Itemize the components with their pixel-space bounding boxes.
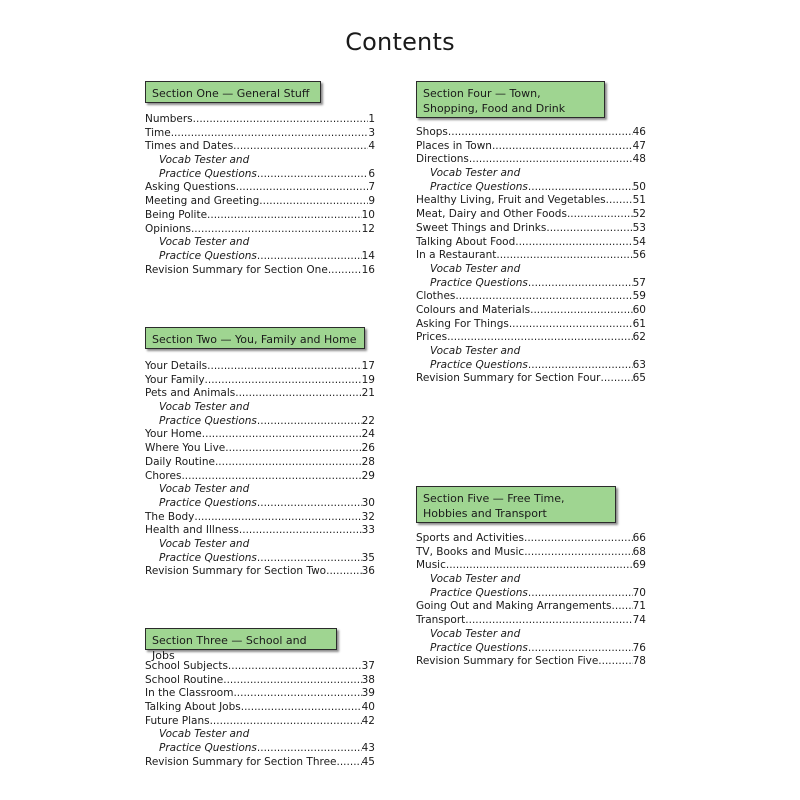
toc-entry xyxy=(145,470,375,484)
dot-leader xyxy=(228,660,362,674)
page-number: 47 xyxy=(632,139,646,152)
dot-leader xyxy=(193,113,369,127)
entry-title: Your Details xyxy=(145,360,208,372)
page-number: 57 xyxy=(632,276,646,289)
dot-leader xyxy=(530,304,633,318)
dot-leader xyxy=(194,511,361,525)
page-number: 45 xyxy=(361,755,375,768)
toc-entry xyxy=(416,546,646,560)
dot-leader xyxy=(337,756,362,770)
dot-leader xyxy=(598,655,632,669)
dot-leader xyxy=(528,359,633,373)
entry-title: Talking About Jobs xyxy=(145,701,241,714)
toc-entry xyxy=(416,194,646,208)
toc-subentry xyxy=(416,263,646,277)
dot-leader xyxy=(241,701,362,715)
page-number: 53 xyxy=(632,221,646,234)
page-number: 3 xyxy=(368,126,375,139)
dot-leader xyxy=(236,181,369,195)
dot-leader xyxy=(328,264,362,278)
entry-title: Vocab Tester and xyxy=(159,154,250,167)
entry-title: Practice Questions xyxy=(159,742,257,755)
toc-entry xyxy=(145,715,375,729)
dot-leader xyxy=(528,642,633,656)
page-title: Contents xyxy=(345,28,455,56)
page-number: 76 xyxy=(632,641,646,654)
page-number: 29 xyxy=(361,469,375,482)
page-number: 50 xyxy=(632,180,646,193)
entry-title: Going Out and Making Arrangements xyxy=(416,600,612,613)
page-number: 35 xyxy=(361,551,375,564)
entry-title: Asking Questions xyxy=(145,181,236,194)
entry-title: Revision Summary for Section Five xyxy=(416,655,599,668)
toc-subentry xyxy=(416,345,646,359)
page-number: 36 xyxy=(361,565,375,578)
page-number: 24 xyxy=(361,428,375,441)
entry-title: Your Home xyxy=(145,428,202,441)
entry-title: Times and Dates xyxy=(145,140,234,153)
entry-title: Shops xyxy=(416,126,448,138)
page-number: 56 xyxy=(632,249,646,262)
toc-subentry xyxy=(145,483,375,497)
dot-leader xyxy=(448,126,633,140)
dot-leader xyxy=(528,587,633,601)
entry-title: Places in Town xyxy=(416,139,492,152)
entry-title: Vocab Tester and xyxy=(430,345,521,357)
toc-entry xyxy=(145,140,375,154)
entry-title: Sweet Things and Drinks xyxy=(416,221,547,234)
entry-title: Revision Summary for Section One xyxy=(145,263,328,276)
entry-title: Vocab Tester and xyxy=(159,236,250,249)
entry-title: Vocab Tester and xyxy=(159,483,250,496)
page-number: 68 xyxy=(632,545,646,558)
dot-leader xyxy=(492,140,633,154)
entry-title: Clothes xyxy=(416,290,456,303)
page-number: 71 xyxy=(632,600,646,613)
toc-subentry xyxy=(416,359,646,373)
toc-entry xyxy=(145,181,375,195)
toc-entry xyxy=(145,209,375,223)
dot-leader xyxy=(326,565,362,579)
page-number: 42 xyxy=(361,714,375,727)
toc-entry xyxy=(145,195,375,209)
toc-entry xyxy=(145,428,375,442)
section-one-header: Section One — General Stuff xyxy=(145,81,321,103)
page-number: 26 xyxy=(361,442,375,455)
toc-subentry xyxy=(145,168,375,182)
section-two-entries xyxy=(145,360,375,579)
toc-entry xyxy=(145,442,375,456)
entry-title: Vocab Tester and xyxy=(159,728,250,741)
page-number: 60 xyxy=(632,303,646,316)
entry-title: Practice Questions xyxy=(159,167,257,180)
dot-leader xyxy=(233,687,361,701)
entry-title: Daily Routine xyxy=(145,455,215,468)
dot-leader xyxy=(257,552,362,566)
dot-leader xyxy=(257,415,362,429)
toc-entry xyxy=(416,249,646,263)
section-four xyxy=(416,81,646,386)
page-number: 63 xyxy=(632,358,646,371)
toc-entry xyxy=(145,756,375,770)
page-number: 12 xyxy=(361,222,375,235)
entry-title: Revision Summary for Section Four xyxy=(416,372,601,385)
dot-leader xyxy=(210,715,362,729)
entry-title: Your Family xyxy=(145,373,205,386)
entry-title: Vocab Tester and xyxy=(159,537,250,550)
entry-title: Prices xyxy=(416,331,448,344)
page-number: 40 xyxy=(361,701,375,714)
entry-title: Colours and Materials xyxy=(416,303,531,316)
entry-title: Healthy Living, Fruit and Vegetables xyxy=(416,194,606,207)
toc-entry xyxy=(416,290,646,304)
entry-title: In a Restaurant xyxy=(416,249,497,262)
dot-leader xyxy=(546,222,632,236)
page-number: 65 xyxy=(632,372,646,385)
section-three xyxy=(145,628,375,770)
toc-subentry xyxy=(416,628,646,642)
page-number: 69 xyxy=(632,559,646,572)
toc-entry xyxy=(145,660,375,674)
toc-subentry xyxy=(145,497,375,511)
dot-leader xyxy=(259,195,368,209)
toc-entry xyxy=(416,372,646,386)
page-number: 7 xyxy=(368,181,375,194)
entry-title: Practice Questions xyxy=(159,551,257,564)
toc-entry xyxy=(416,140,646,154)
toc-subentry xyxy=(416,642,646,656)
dot-leader xyxy=(496,249,632,263)
section-two-header: Section Two — You, Family and Home xyxy=(145,327,365,349)
page-number: 16 xyxy=(361,263,375,276)
toc-subentry xyxy=(416,587,646,601)
toc-subentry xyxy=(145,552,375,566)
dot-leader xyxy=(524,546,632,560)
toc-subentry xyxy=(145,538,375,552)
toc-entry xyxy=(145,565,375,579)
dot-leader xyxy=(223,674,361,688)
toc-subentry xyxy=(145,728,375,742)
dot-leader xyxy=(239,524,362,538)
page-number: 9 xyxy=(368,195,375,208)
dot-leader xyxy=(612,600,633,614)
entry-title: The Body xyxy=(145,510,195,523)
dot-leader xyxy=(455,290,632,304)
entry-title: School Subjects xyxy=(145,660,228,672)
dot-leader xyxy=(207,209,362,223)
entry-title: In the Classroom xyxy=(145,687,234,700)
toc-entry xyxy=(416,153,646,167)
dot-leader xyxy=(447,331,633,345)
dot-leader xyxy=(606,194,633,208)
dot-leader xyxy=(202,428,362,442)
entry-title: Future Plans xyxy=(145,714,210,727)
page-number: 28 xyxy=(361,455,375,468)
dot-leader xyxy=(257,168,368,182)
toc-entry xyxy=(145,127,375,141)
page-number: 4 xyxy=(368,140,375,153)
toc-entry xyxy=(145,113,375,127)
entry-title: Meat, Dairy and Other Foods xyxy=(416,208,567,221)
page-number: 38 xyxy=(361,673,375,686)
entry-title: Vocab Tester and xyxy=(430,573,521,586)
dot-leader xyxy=(257,742,362,756)
entry-title: Practice Questions xyxy=(430,586,528,599)
toc-entry xyxy=(416,222,646,236)
entry-title: Numbers xyxy=(145,113,193,125)
entry-title: Vocab Tester and xyxy=(159,401,250,414)
toc-subentry xyxy=(416,181,646,195)
dot-leader xyxy=(207,360,361,374)
toc-entry xyxy=(145,456,375,470)
page-number: 33 xyxy=(361,524,375,537)
page-number: 37 xyxy=(361,660,375,672)
dot-leader xyxy=(465,614,632,628)
toc-subentry xyxy=(145,401,375,415)
entry-title: Music xyxy=(416,559,446,572)
page-number: 62 xyxy=(632,331,646,344)
page-number: 54 xyxy=(632,235,646,248)
page-number: 6 xyxy=(368,167,375,180)
toc-entry xyxy=(145,223,375,237)
page-number: 51 xyxy=(632,194,646,207)
entry-title: Revision Summary for Section Two xyxy=(145,565,327,578)
section-five-entries xyxy=(416,532,646,669)
toc-entry xyxy=(416,655,646,669)
entry-title: Opinions xyxy=(145,222,191,235)
entry-title: Pets and Animals xyxy=(145,387,236,400)
page-number: 78 xyxy=(632,655,646,668)
toc-entry xyxy=(145,701,375,715)
entry-title: Practice Questions xyxy=(159,496,257,509)
dot-leader xyxy=(257,250,362,264)
entry-title: Transport xyxy=(416,614,466,627)
entry-title: Practice Questions xyxy=(430,358,528,371)
entry-title: Directions xyxy=(416,153,469,166)
entry-title: Practice Questions xyxy=(159,249,257,262)
dot-leader xyxy=(205,374,362,388)
toc-subentry xyxy=(145,236,375,250)
entry-title: TV, Books and Music xyxy=(416,545,525,558)
page-number: 61 xyxy=(632,317,646,330)
dot-leader xyxy=(524,532,633,546)
section-five xyxy=(416,486,646,669)
toc-entry xyxy=(416,208,646,222)
toc-entry xyxy=(416,304,646,318)
toc-entry xyxy=(145,511,375,525)
page-number: 21 xyxy=(361,387,375,400)
entry-title: Sports and Activities xyxy=(416,532,524,544)
toc-subentry xyxy=(145,250,375,264)
toc-entry xyxy=(416,614,646,628)
dot-leader xyxy=(235,387,361,401)
dot-leader xyxy=(600,372,632,386)
entry-title: Practice Questions xyxy=(430,641,528,654)
toc-entry xyxy=(145,360,375,374)
page-number: 30 xyxy=(361,496,375,509)
dot-leader xyxy=(528,277,633,291)
entry-title: Practice Questions xyxy=(159,414,257,427)
dot-leader xyxy=(528,181,633,195)
entry-title: School Routine xyxy=(145,673,224,686)
dot-leader xyxy=(257,497,362,511)
dot-leader xyxy=(171,127,369,141)
toc-entry xyxy=(416,236,646,250)
section-four-entries xyxy=(416,126,646,386)
toc-entry xyxy=(145,687,375,701)
entry-title: Time xyxy=(145,126,171,139)
toc-subentry xyxy=(145,154,375,168)
entry-title: Practice Questions xyxy=(430,180,528,193)
toc-entry xyxy=(145,374,375,388)
toc-entry xyxy=(416,126,646,140)
entry-title: Being Polite xyxy=(145,208,208,221)
entry-title: Where You Live xyxy=(145,442,226,455)
dot-leader xyxy=(509,318,633,332)
page-number: 10 xyxy=(361,208,375,221)
section-five-header: Section Five — Free Time, Hobbies and Transport xyxy=(416,486,616,523)
section-one-entries xyxy=(145,113,375,277)
page-number: 19 xyxy=(361,373,375,386)
dot-leader xyxy=(567,208,633,222)
toc-entry xyxy=(145,524,375,538)
toc-entry xyxy=(145,387,375,401)
toc-entry xyxy=(416,600,646,614)
entry-title: Practice Questions xyxy=(430,276,528,289)
entry-title: Vocab Tester and xyxy=(430,167,521,180)
entry-title: Vocab Tester and xyxy=(430,262,521,275)
page-number: 22 xyxy=(361,414,375,427)
toc-entry xyxy=(145,674,375,688)
page-number: 39 xyxy=(361,687,375,700)
page-number: 52 xyxy=(632,208,646,221)
page-number: 43 xyxy=(361,742,375,755)
page-number: 66 xyxy=(632,532,646,544)
page-number: 46 xyxy=(632,126,646,138)
dot-leader xyxy=(446,559,633,573)
page-number: 1 xyxy=(368,113,375,125)
dot-leader xyxy=(469,153,633,167)
entry-title: Health and Illness xyxy=(145,524,239,537)
toc-entry xyxy=(416,559,646,573)
page-number: 70 xyxy=(632,586,646,599)
toc-subentry xyxy=(145,742,375,756)
page-number: 48 xyxy=(632,153,646,166)
entry-title: Vocab Tester and xyxy=(430,627,521,640)
section-three-header: Section Three — School and Jobs xyxy=(145,628,337,650)
toc-subentry xyxy=(416,167,646,181)
toc-entry xyxy=(416,318,646,332)
entry-title: Revision Summary for Section Three xyxy=(145,755,337,768)
dot-leader xyxy=(181,470,361,484)
section-four-header: Section Four — Town, Shopping, Food and Drink xyxy=(416,81,605,118)
toc-entry xyxy=(145,264,375,278)
dot-leader xyxy=(215,456,362,470)
toc-entry xyxy=(416,532,646,546)
entry-title: Asking For Things xyxy=(416,317,509,330)
toc-subentry xyxy=(416,277,646,291)
toc-subentry xyxy=(416,573,646,587)
page-number: 17 xyxy=(361,360,375,372)
section-two xyxy=(145,327,375,579)
entry-title: Talking About Food xyxy=(416,235,516,248)
dot-leader xyxy=(233,140,368,154)
section-three-entries xyxy=(145,660,375,770)
page-number: 74 xyxy=(632,614,646,627)
dot-leader xyxy=(515,236,632,250)
entry-title: Chores xyxy=(145,469,182,482)
page-number: 14 xyxy=(361,249,375,262)
dot-leader xyxy=(225,442,361,456)
entry-title: Meeting and Greeting xyxy=(145,195,260,208)
page-number: 32 xyxy=(361,510,375,523)
section-one xyxy=(145,81,375,277)
page-number: 59 xyxy=(632,290,646,303)
toc-entry xyxy=(416,331,646,345)
toc-subentry xyxy=(145,415,375,429)
dot-leader xyxy=(191,223,362,237)
